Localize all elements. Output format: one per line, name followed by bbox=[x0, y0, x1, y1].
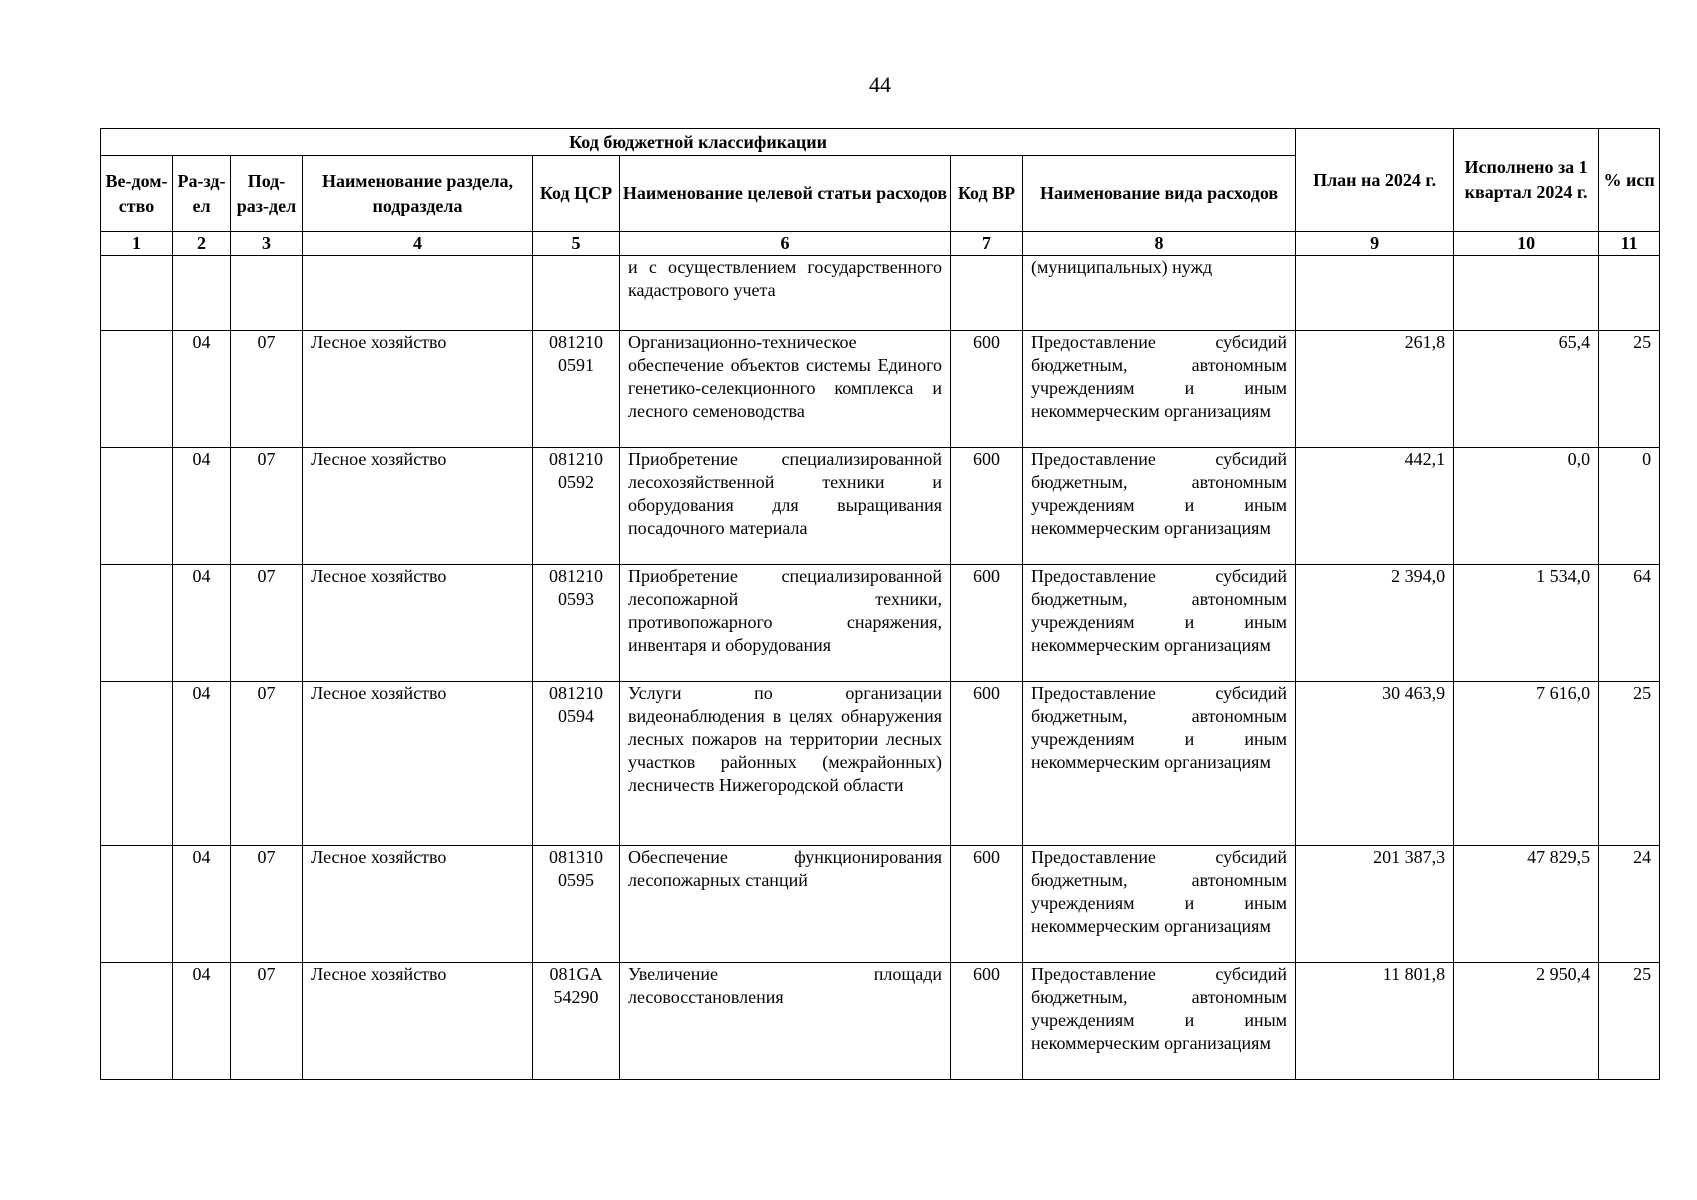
continuation-row bbox=[101, 256, 1660, 331]
header-plan: План на 2024 г. bbox=[1296, 129, 1454, 232]
cell-plan: 2 394,0 bbox=[1296, 565, 1454, 682]
header-done: Исполнено за 1 квартал 2024 г. bbox=[1454, 129, 1599, 232]
cell-vr: 600 bbox=[951, 448, 1023, 565]
cell-vr-name: Предоставление субсидий бюджетным, автономным учреждениям и иным некоммерческим организациям bbox=[1023, 448, 1296, 565]
cell-pct: 25 bbox=[1599, 682, 1660, 846]
cell-razdel-name: Лесное хозяйство bbox=[303, 331, 533, 448]
table-row bbox=[101, 565, 1660, 682]
cell-pct: 24 bbox=[1599, 846, 1660, 963]
cell-empty bbox=[1599, 256, 1660, 331]
cell-target-name: и с осуществлением государственного кадастрового учета bbox=[620, 256, 951, 331]
cell-plan: 442,1 bbox=[1296, 448, 1454, 565]
cell-plan: 30 463,9 bbox=[1296, 682, 1454, 846]
cell-vr-name: (муниципальных) нужд bbox=[1023, 256, 1296, 331]
cell-razdel-name: Лесное хозяйство bbox=[303, 448, 533, 565]
cell-vedomstvo bbox=[101, 565, 173, 682]
cell-vr: 600 bbox=[951, 682, 1023, 846]
column-number-row bbox=[101, 232, 1660, 256]
cell-csr: 081GA 54290 bbox=[533, 963, 620, 1080]
table-row bbox=[101, 448, 1660, 565]
cell-podrazdel: 07 bbox=[231, 331, 303, 448]
column-number: 6 bbox=[620, 232, 951, 256]
cell-done: 7 616,0 bbox=[1454, 682, 1599, 846]
cell-empty bbox=[1296, 256, 1454, 331]
header-razdel: Ра-зд-ел bbox=[173, 156, 231, 232]
table-row bbox=[101, 682, 1660, 846]
cell-done: 2 950,4 bbox=[1454, 963, 1599, 1080]
cell-podrazdel: 07 bbox=[231, 846, 303, 963]
column-number: 9 bbox=[1296, 232, 1454, 256]
cell-razdel: 04 bbox=[173, 846, 231, 963]
header-csr: Код ЦСР bbox=[533, 156, 620, 232]
cell-vr-name: Предоставление субсидий бюджетным, автономным учреждениям и иным некоммерческим организациям bbox=[1023, 963, 1296, 1080]
cell-target-name: Организационно-техническое обеспечение объектов системы Единого генетико-селекционного комплекса и лесного семеноводства bbox=[620, 331, 951, 448]
cell-target-name: Услуги по организации видеонаблюдения в целях обнаружения лесных пожаров на территории лесных участков районных (межрайонных) лесничеств Нижегородской области bbox=[620, 682, 951, 846]
column-number: 3 bbox=[231, 232, 303, 256]
cell-vr-name: Предоставление субсидий бюджетным, автономным учреждениям и иным некоммерческим организациям bbox=[1023, 682, 1296, 846]
page-number: 44 bbox=[869, 72, 891, 97]
cell-vr: 600 bbox=[951, 963, 1023, 1080]
budget-table bbox=[100, 128, 1660, 1080]
cell-done: 0,0 bbox=[1454, 448, 1599, 565]
cell-empty bbox=[173, 256, 231, 331]
cell-pct: 64 bbox=[1599, 565, 1660, 682]
column-number: 1 bbox=[101, 232, 173, 256]
cell-empty bbox=[533, 256, 620, 331]
cell-vedomstvo bbox=[101, 682, 173, 846]
cell-done: 47 829,5 bbox=[1454, 846, 1599, 963]
header-vr: Код ВР bbox=[951, 156, 1023, 232]
cell-plan: 11 801,8 bbox=[1296, 963, 1454, 1080]
column-number: 5 bbox=[533, 232, 620, 256]
header-target-name: Наименование целевой статьи расходов bbox=[620, 156, 951, 232]
cell-target-name: Приобретение специализированной лесохозяйственной техники и оборудования для выращивания посадочного материала bbox=[620, 448, 951, 565]
budget-classification-header: Код бюджетной классификации bbox=[101, 129, 1296, 156]
cell-vedomstvo bbox=[101, 963, 173, 1080]
header-razdel-name: Наименование раздела, подраздела bbox=[303, 156, 533, 232]
cell-vedomstvo bbox=[101, 448, 173, 565]
cell-razdel: 04 bbox=[173, 331, 231, 448]
cell-razdel: 04 bbox=[173, 682, 231, 846]
cell-csr: 081210 0594 bbox=[533, 682, 620, 846]
cell-pct: 25 bbox=[1599, 963, 1660, 1080]
header-pct: % исп bbox=[1599, 129, 1660, 232]
cell-razdel-name: Лесное хозяйство bbox=[303, 682, 533, 846]
cell-vedomstvo bbox=[101, 846, 173, 963]
cell-vr: 600 bbox=[951, 846, 1023, 963]
column-number: 7 bbox=[951, 232, 1023, 256]
cell-vedomstvo bbox=[101, 331, 173, 448]
column-number: 2 bbox=[173, 232, 231, 256]
header-vr-name: Наименование вида расходов bbox=[1023, 156, 1296, 232]
cell-empty bbox=[1454, 256, 1599, 331]
column-number: 11 bbox=[1599, 232, 1660, 256]
cell-done: 1 534,0 bbox=[1454, 565, 1599, 682]
cell-pct: 0 bbox=[1599, 448, 1660, 565]
cell-target-name: Приобретение специализированной лесопожарной техники, противопожарного снаряжения, инвентаря и оборудования bbox=[620, 565, 951, 682]
cell-podrazdel: 07 bbox=[231, 565, 303, 682]
cell-pct: 25 bbox=[1599, 331, 1660, 448]
column-number: 4 bbox=[303, 232, 533, 256]
cell-target-name: Обеспечение функционирования лесопожарных станций bbox=[620, 846, 951, 963]
cell-empty bbox=[231, 256, 303, 331]
cell-csr: 081210 0592 bbox=[533, 448, 620, 565]
cell-target-name: Увеличение площади лесовосстановления bbox=[620, 963, 951, 1080]
header-podrazdel: Под-раз-дел bbox=[231, 156, 303, 232]
table-row bbox=[101, 846, 1660, 963]
column-number: 8 bbox=[1023, 232, 1296, 256]
cell-vr: 600 bbox=[951, 565, 1023, 682]
cell-csr: 081210 0591 bbox=[533, 331, 620, 448]
header-vedomstvo: Ве-дом-ство bbox=[101, 156, 173, 232]
cell-empty bbox=[951, 256, 1023, 331]
cell-razdel-name: Лесное хозяйство bbox=[303, 963, 533, 1080]
cell-razdel: 04 bbox=[173, 565, 231, 682]
table-row bbox=[101, 963, 1660, 1080]
cell-plan: 261,8 bbox=[1296, 331, 1454, 448]
table-row bbox=[101, 331, 1660, 448]
cell-empty bbox=[101, 256, 173, 331]
cell-razdel: 04 bbox=[173, 448, 231, 565]
cell-podrazdel: 07 bbox=[231, 963, 303, 1080]
cell-plan: 201 387,3 bbox=[1296, 846, 1454, 963]
cell-vr-name: Предоставление субсидий бюджетным, автономным учреждениям и иным некоммерческим организациям bbox=[1023, 846, 1296, 963]
cell-razdel-name: Лесное хозяйство bbox=[303, 846, 533, 963]
cell-razdel-name: Лесное хозяйство bbox=[303, 565, 533, 682]
cell-done: 65,4 bbox=[1454, 331, 1599, 448]
cell-csr: 081310 0595 bbox=[533, 846, 620, 963]
cell-vr-name: Предоставление субсидий бюджетным, автономным учреждениям и иным некоммерческим организациям bbox=[1023, 565, 1296, 682]
cell-razdel: 04 bbox=[173, 963, 231, 1080]
column-number: 10 bbox=[1454, 232, 1599, 256]
cell-csr: 081210 0593 bbox=[533, 565, 620, 682]
cell-empty bbox=[303, 256, 533, 331]
cell-vr-name: Предоставление субсидий бюджетным, автономным учреждениям и иным некоммерческим организациям bbox=[1023, 331, 1296, 448]
cell-podrazdel: 07 bbox=[231, 682, 303, 846]
cell-vr: 600 bbox=[951, 331, 1023, 448]
cell-podrazdel: 07 bbox=[231, 448, 303, 565]
